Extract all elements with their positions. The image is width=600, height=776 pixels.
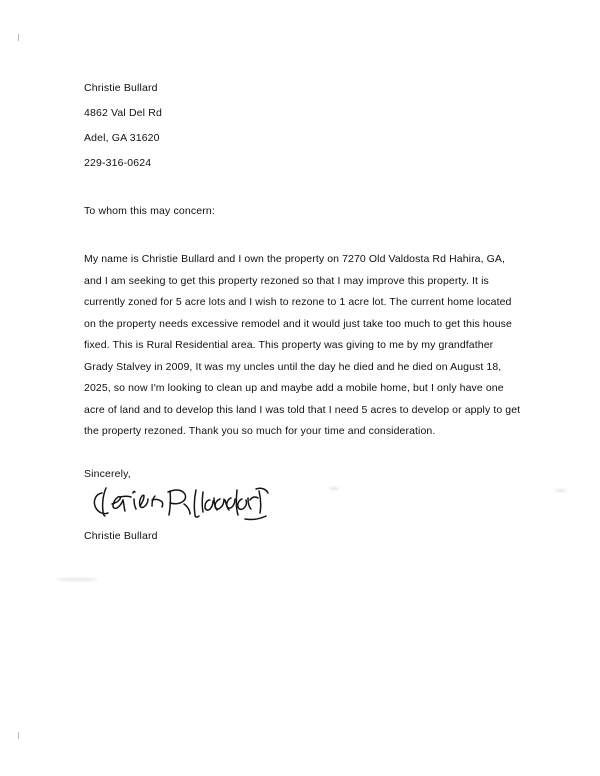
sender-address-block — [84, 76, 524, 176]
scan-smudge — [555, 489, 567, 492]
handwritten-signature-icon — [90, 486, 524, 528]
letter-body-paragraph: My name is Christie Bullard and I own the property on 7270 Old Valdosta Rd Hahira, GA, and I am seeking to get this property rezoned so that I may improve this property. It is currently zoned for 5 acre lots and I wish to rezone to 1 acre lot. The current home located on the property needs excessive remodel and it would just take too much to get this house fixed. This is Rural Residential area. This property was giving to me by my grandfather Grady Stalvey in 2009, It was my uncles until the day he died and he died on August 18, 2025, so now I'm looking to clean up and maybe add a mobile home, but I only have one acre of land and to develop this land I was told that I need 5 acres to develop or apply to get the property rezoned. Thank you so much for your time and consideration. — [84, 253, 521, 437]
scan-edge-mark-bottom — [18, 732, 19, 739]
letter-content — [84, 76, 524, 542]
scan-smudge — [56, 578, 98, 581]
address-line-phone: 229-316-0624 — [84, 157, 152, 169]
address-line: Christie Bullard — [84, 82, 158, 94]
address-line: 4862 Val Del Rd — [84, 107, 162, 119]
closing: Sincerely, — [84, 467, 131, 480]
salutation: To whom this may concern: — [84, 205, 215, 217]
signer-name: Christie Bullard — [84, 529, 158, 542]
address-line: Adel, GA 31620 — [84, 132, 160, 144]
scan-edge-mark-top — [18, 34, 19, 41]
